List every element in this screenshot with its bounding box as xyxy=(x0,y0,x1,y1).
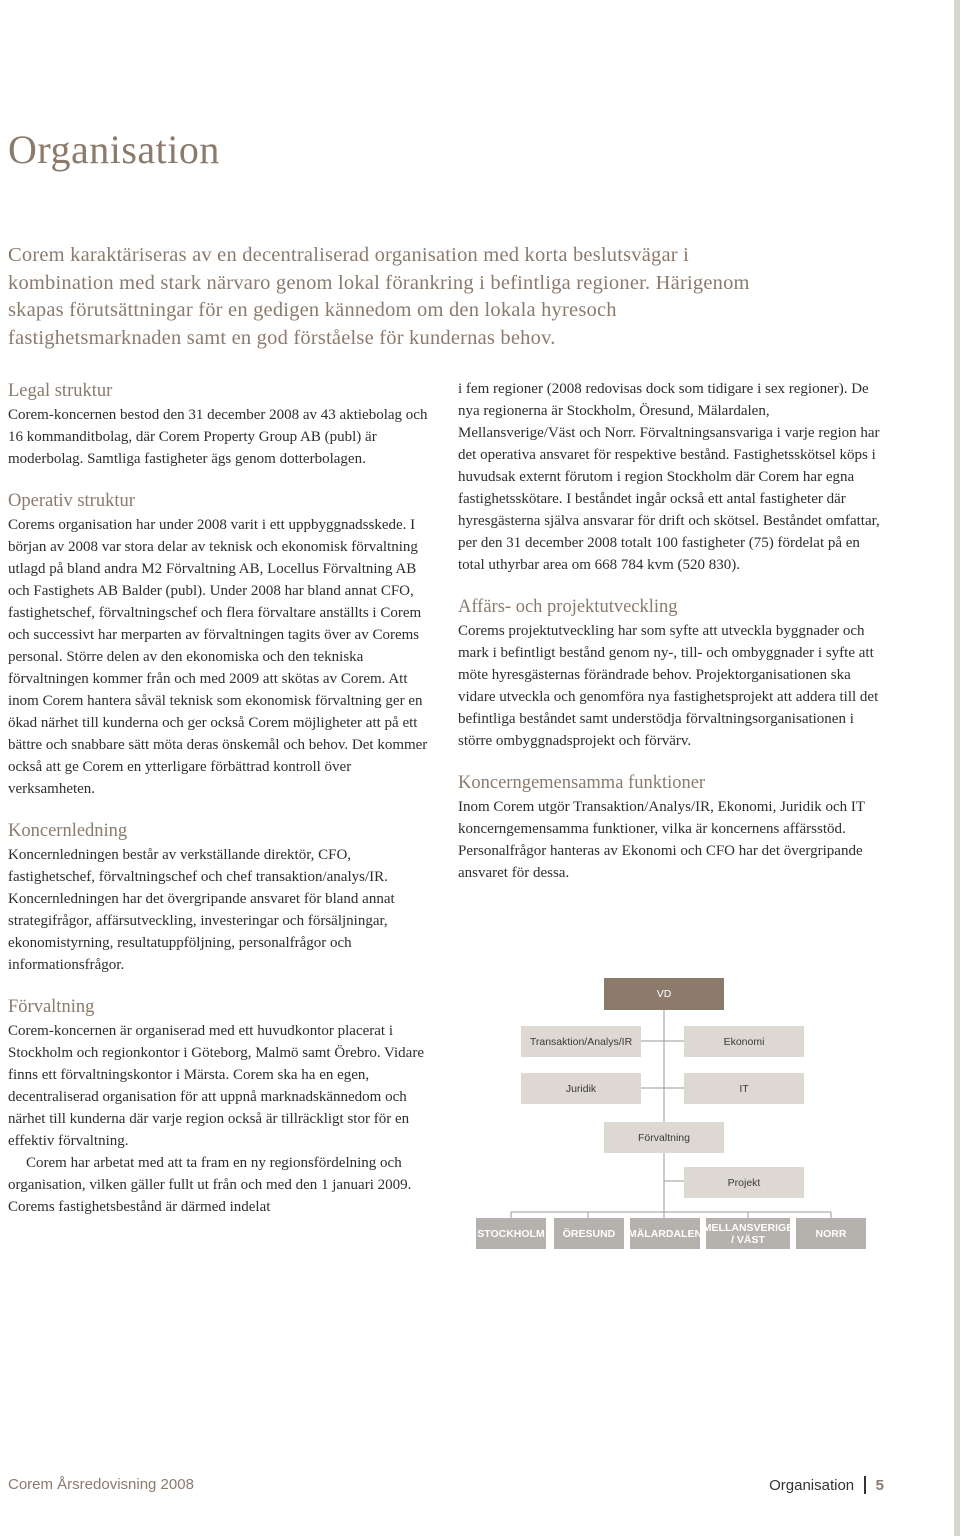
right-column xyxy=(458,378,883,884)
operative-structure-text: Corems organisation har under 2008 varit i ett uppbyggnadsskede. I början av 2008 var stora delar av teknisk och ekonomisk förvaltning utlagd på bland andra M2 Förvaltning AB, Locellus Förvaltning AB och Fastighets AB Balder (publ). Under 2008 har bland annat CFO, fastighetschef, förvaltningschef och flera förvaltare anställts i Corem och successivt har merparten av förvaltningen tagits över av Corems personal. Större delen av den ekonomiska och den tekniska förvaltningen kommer från och med 2009 att skötas av Corem. Att inom Corem hantera såväl teknisk som ekonomisk förvaltning ger en ökad närhet till kunderna och ger också Corem möjligheter att på ett bättre och snabbare sätt möta deras önskemål och behov. Det kommer också att ge Corem en ytterligare förbättrad kontroll över verksamheten. xyxy=(8,517,428,797)
business-development-heading: Affärs- och projektutveckling xyxy=(458,597,678,617)
legal-structure-text: Corem-koncernen bestod den 31 december 2008 av 43 aktiebolag och 16 kommanditbolag, där Corem Property Group AB (publ) är moderbolag. Samtliga fastigheter ägs genom dotterbolagen. xyxy=(8,407,428,467)
org-region-malardalen: MÄLARDALEN xyxy=(630,1218,700,1249)
group-management-text: Koncernledningen består av verkställande direktör, CFO, fastighetschef, förvaltningschef och chef transaktion/analys/IR. Koncernledningen har det övergripande ansvaret för bland annat strategifrågor, affärsutveckling, investeringar och försäljningar, ekonomistyrning, resultatuppföljning, personalfrågor och informationsfrågor. xyxy=(8,847,395,973)
org-box-property-management: Förvaltning xyxy=(604,1122,724,1153)
org-box-transaction-analysis-ir: Transaktion/Analys/IR xyxy=(521,1026,641,1057)
management-text-1: Corem-koncernen är organiserad med ett huvudkontor placerat i Stockholm och regionkontor i Göteborg, Malmö samt Örebro. Vidare finns ett förvaltningskontor i Märsta. Corem ska ha en egen, decentraliserad organisation för att uppnå marknadskännedom och närhet till kunderna där varje region också är tillräckligt stor för en effektiv förvaltning. xyxy=(8,1023,424,1149)
group-functions-heading: Koncerngemensamma funktioner xyxy=(458,773,706,793)
legal-structure-heading: Legal struktur xyxy=(8,381,113,401)
regions-continuation-text: i fem regioner (2008 redovisas dock som tidigare i sex regioner). De nya regionerna är Stockholm, Öresund, Mälardalen, Mellansverige/Väst och Norr. Förvaltningsansvariga i varje region har det operativa ansvaret för respektive bestånd. Fastighetsskötsel köps i huvudsak externt förutom i region Stockholm där Corem har egna fastighetsskötare. I beståndet ingår också ett antal fastigheter där hyresgästerna själva ansvarar för drift och skötsel. Beståndet omfattar, per den 31 december 2008 totalt 100 fastigheter (75) fördelat på en total uthyrbar area om 668 784 kvm (520 830). xyxy=(458,381,880,573)
page-edge-strip xyxy=(954,0,960,1536)
page-title: Organisation xyxy=(8,127,220,172)
footer-page-number: 5 xyxy=(875,1476,884,1494)
footer-report-title: Corem Årsredovisning 2008 xyxy=(8,1476,194,1493)
org-box-legal: Juridik xyxy=(521,1073,641,1104)
footer-section-name: Organisation xyxy=(769,1476,855,1494)
footer-separator xyxy=(864,1476,866,1494)
operative-structure-heading: Operativ struktur xyxy=(8,491,135,511)
management-heading: Förvaltning xyxy=(8,997,95,1017)
org-region-norr: NORR xyxy=(796,1218,866,1249)
intro-paragraph: Corem karaktäriseras av en decentraliserad organisation med korta beslutsvägar i kombination med stark närvaro genom lokal förankring i befintliga regioner. Härigenom skapas förutsättningar för en gedigen kännedom om den lokala hyresoch fastighetsmarknaden samt en god förståelse för kundernas behov. xyxy=(8,244,750,349)
org-box-project: Projekt xyxy=(684,1167,804,1198)
org-box-vd: VD xyxy=(604,978,724,1010)
org-box-it: IT xyxy=(684,1073,804,1104)
group-functions-text: Inom Corem utgör Transaktion/Analys/IR, Ekonomi, Juridik och IT koncerngemensamma funktioner, vilka är koncernens affärsstöd. Personalfrågor hanteras av Ekonomi och CFO har det övergripande ansvaret för dessa. xyxy=(458,799,865,881)
group-management-heading: Koncernledning xyxy=(8,821,128,841)
org-region-stockholm: STOCKHOLM xyxy=(476,1218,546,1249)
org-chart xyxy=(476,972,876,1262)
management-text-2: Corem har arbetat med att ta fram en ny regionsfördelning och organisation, vilken gäller fullt ut från och med den 1 januari 2009. Corems fastighetsbestånd är därmed indelat xyxy=(8,1155,412,1215)
footer-page-info xyxy=(769,1476,884,1494)
org-region-oresund: ÖRESUND xyxy=(554,1218,624,1249)
business-development-text: Corems projektutveckling har som syfte att utveckla byggnader och mark i befintligt bestånd genom ny-, till- och ombyggnader i syfte att möte hyresgästernas förändrade behov. Projektorganisationen ska vidare utveckla och genomföra nya fastighetsprojekt att addera till det befintliga beståndet samt understödja förvaltningsorganisationen i större ombyggnadsprojekt och förvärv. xyxy=(458,623,879,749)
org-region-mellansverige-vast: MELLANSVERIGE / VÄST xyxy=(706,1218,790,1249)
left-column xyxy=(8,378,433,1218)
org-box-finance: Ekonomi xyxy=(684,1026,804,1057)
